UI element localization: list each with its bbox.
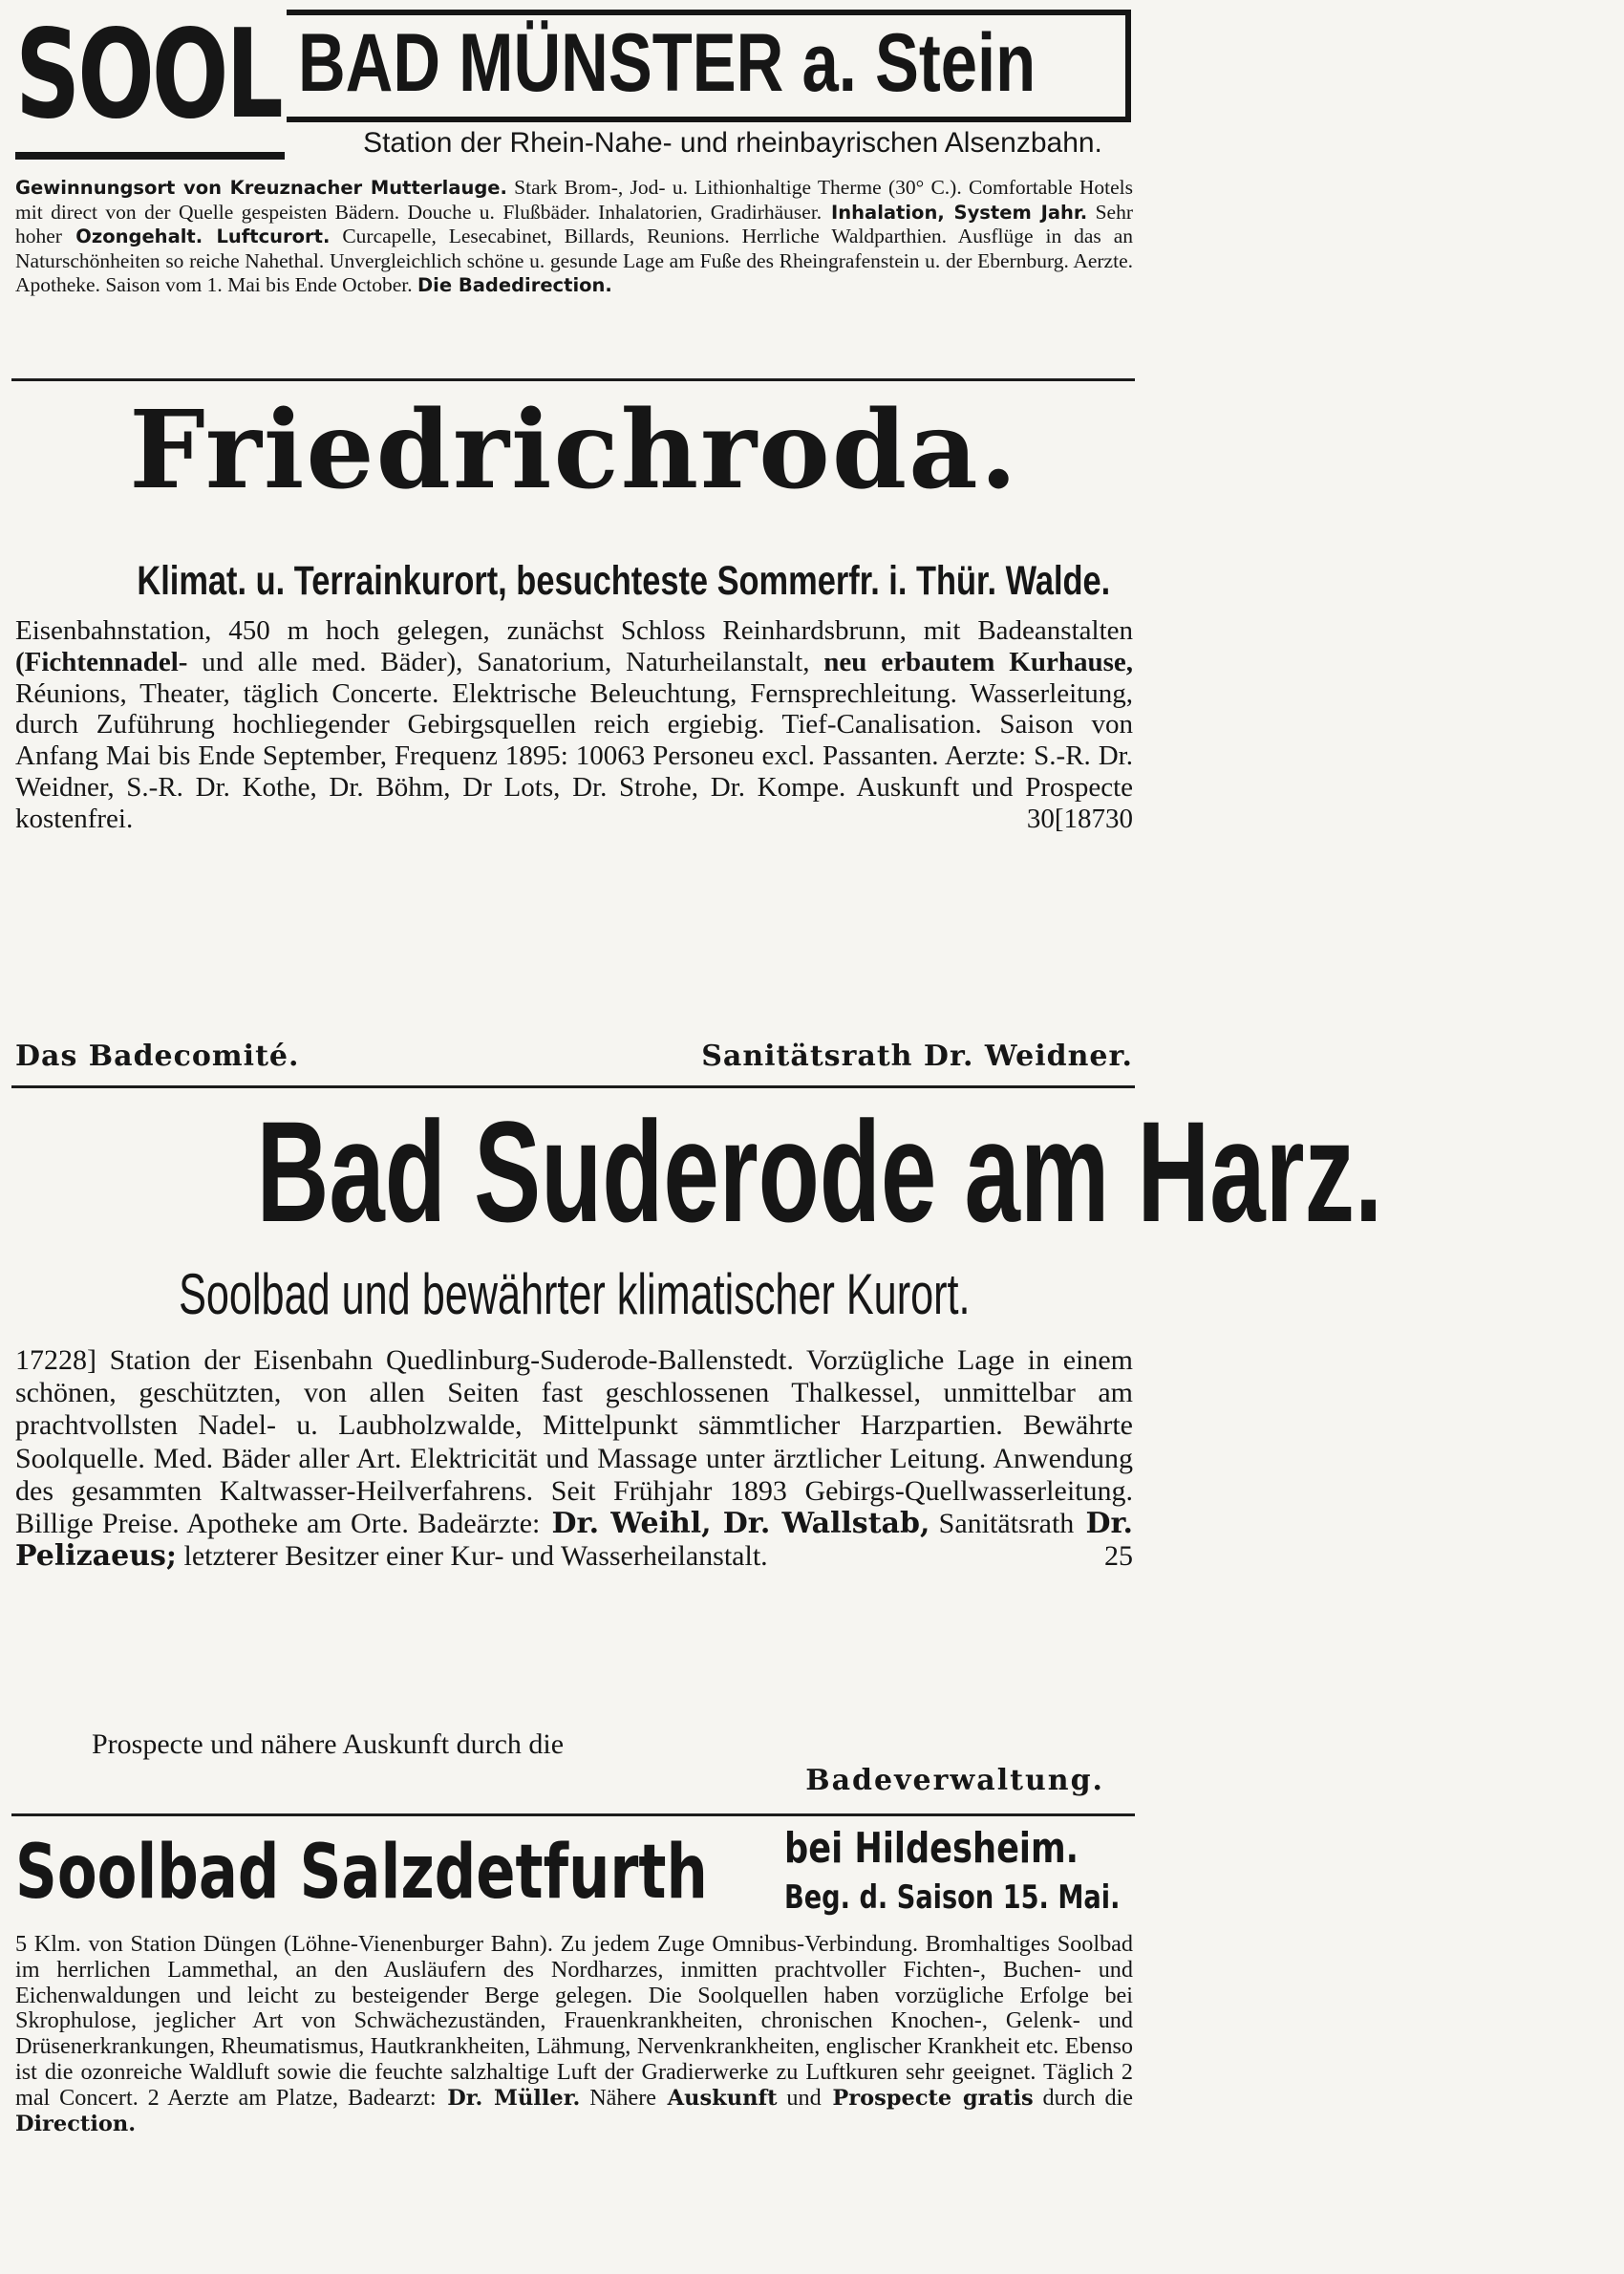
ad-reference-number: 25 (1104, 1540, 1133, 1573)
highlight-text: Dr. Müller. (436, 2085, 581, 2111)
body-text-part: und alle med. Bäder), Sanatorium, Naturheilanstalt, (187, 646, 810, 677)
ad-signature-left: Das Badecomité. (15, 1040, 300, 1073)
divider-rule (11, 1813, 1135, 1816)
highlight-text: Auskunft (656, 2085, 778, 2111)
highlight-text: Dr. Pelizaeus; (15, 1507, 1133, 1574)
ad-bad-muenster (15, 4, 1133, 376)
divider-rule (11, 378, 1135, 381)
ad-signature-line (15, 1039, 1133, 1075)
body-text-part: durch die (1033, 2084, 1133, 2111)
body-text-part: 17228] Station der Eisenbahn Quedlinburg-Suderode-Ballenstedt. Vorzügliche Lage in einem schönen, geschützten, von allen Seiten fast geschlossenen Thalkessel, unmittelbar am prachtvollsten Nadel- u. Laubholzwalde, Mittelpunkt sämmtlicher Harzpartien. Bewährte Soolquelle. Med. Bäder aller Art. Elektricität und Massage unter ärztlicher Leitung. Anwendung des gesammten Kaltwasser-Heilverfahrens. Seit Frühjahr 1893 Gebirgs-Quellwasserleitung. Billige Preise. Apotheke am Orte. Badeärzte: (15, 1344, 1133, 1540)
ad-subtitle-text: Klimat. u. Terrainkurort, besuchteste Sommerfr. i. Thür. Walde. (137, 558, 1111, 604)
body-text-part: 5 Klm. von Station Düngen (Löhne-Vienenburger Bahn). Zu jedem Zuge Omnibus-Verbindung. Bromhaltiges Soolbad im herrlichen Lammethal, an den Ausläufern des Nordharzes, inmitten prachtvoller Fichten-, Buchen- und Eichenwaldungen und leicht zu besteigender Berge gelegen. Die Soolquellen haben vorzügliche Erfolge bei Skrophulose, jeglicher Art von Schwächezuständen, Frauenkrankheiten, chronischen Knochen-, Gelenk- und Drüsenerkrankungen, Rheumatismus, Hautkrankheiten, Lähmung, Nervenkrankheiten, englischer Krankheit etc. Ebenso ist die ozonreiche Waldluft sowie die feuchte salzhaltige Luft der Gradierwerke zu Luftkuren sehr geeignet. Täglich 2 mal Concert. 2 Aerzte am Platze, Badearzt: (15, 1931, 1133, 2111)
ad-body-text (15, 1932, 1133, 2136)
body-text-part: Sehr hoher (15, 200, 1133, 247)
ad-station-line: Station der Rhein-Nahe- und rheinbayrischen Alsenzbahn. (363, 127, 1102, 159)
ad-title: BAD MÜNSTER a. Stein (298, 17, 1036, 109)
ad-subtitle (15, 556, 1133, 606)
body-text-part: Sanitätsrath (930, 1508, 1075, 1540)
ad-reference-number: 30[18730 (1026, 803, 1133, 834)
body-text-part: letzterer Besitzer einer Kur- und Wasserheilanstalt. (176, 1540, 768, 1573)
ad-bad-suderode (15, 1091, 1383, 1810)
ad-location: bei Hildesheim. (784, 1824, 1079, 1873)
highlight-text: Direction. (15, 2111, 137, 2136)
ad-signature: Die Badedirection. (417, 274, 612, 296)
highlight-text: Inhalation, System Jahr. (822, 201, 1088, 224)
ad-title (15, 1091, 1383, 1252)
ad-title-text: Bad Suderode am Harz. (256, 1091, 1383, 1252)
ad-title: Friedrichroda. (129, 388, 1019, 513)
highlight-text: Ozongehalt. Luftcurort. (61, 225, 331, 247)
ad-signature-right: Sanitätsrath Dr. Weidner. (701, 1040, 1133, 1073)
body-text-part: und (777, 2084, 822, 2111)
ad-signature: Badeverwaltung. (805, 1764, 1104, 1797)
ad-body-text (15, 176, 1133, 298)
ad-season-start: Beg. d. Saison 15. Mai. (784, 1878, 1121, 1917)
ad-soolbad-salzdetfurth (15, 1819, 1133, 2268)
ad-body-text (15, 615, 1133, 835)
ad-title: Soolbad Salzdetfurth (15, 1830, 708, 1916)
highlight-text: Dr. Weihl, Dr. Wallstab, (540, 1507, 930, 1541)
highlight-text: Gewinnungsort von Kreuznacher Mutterlauge. (15, 177, 507, 199)
body-text-part: Eisenbahnstation, 450 m hoch gelegen, zunächst Schloss Reinhardsbrunn, mit Badeanstalten (15, 615, 1133, 646)
ad-subtitle (15, 1261, 1133, 1328)
ad-closing-line: Prospecte und nähere Auskunft durch die (92, 1728, 565, 1760)
body-text-part: Stark Brom-, Jod- u. Lithionhaltige Therme (30° C.). Comfortable Hotels mit direct von der Quelle gespeisten Bädern. Douche u. Flußbäder. Inhalatorien, Gradirhäuser. (15, 176, 1133, 224)
body-text-part: Nähere (580, 2084, 657, 2111)
body-text-part: Curcapelle, Lesecabinet, Billards, Reunions. Herrliche Waldparthien. Ausflüge in das an Naturschönheiten so reiche Nahethal. Unvergleichlich schöne u. gesunde Lage am Fuße des Rheingrafenstein u. der Ebernburg. Aerzte. Apotheke. Saison vom 1. Mai bis Ende October. (15, 225, 1134, 296)
ad-friedrichroda (15, 386, 1133, 1083)
highlight-text: neu erbautem Kurhause, (809, 646, 1133, 677)
highlight-text: Prospecte gratis (821, 2085, 1034, 2111)
ad-body-text (15, 1344, 1133, 1573)
ad-sool-heading: SOOL (15, 4, 281, 146)
highlight-text: (Fichtennadel- (15, 646, 188, 677)
divider-rule (11, 1085, 1135, 1088)
sool-underline-bar (15, 152, 285, 160)
ad-subtitle-text: Soolbad und bewährter klimatischer Kurort. (178, 1262, 971, 1326)
body-text-part: Réunions, Theater, täglich Concerte. Elektrische Beleuchtung, Fernsprechleitung. Wasserleitung, durch Zuführung hochliegender Gebirgsquellen reich ergiebig. Tief-Canalisation. Saison von Anfang Mai bis Ende September, Frequenz 1895: 10063 Personeu excl. Passanten. Aerzte: S.-R. Dr. Weidner, S.-R. Dr. Kothe, Dr. Böhm, Dr Lots, Dr. Strohe, Dr. Kompe. Auskunft und Prospecte kostenfrei. (15, 677, 1133, 834)
